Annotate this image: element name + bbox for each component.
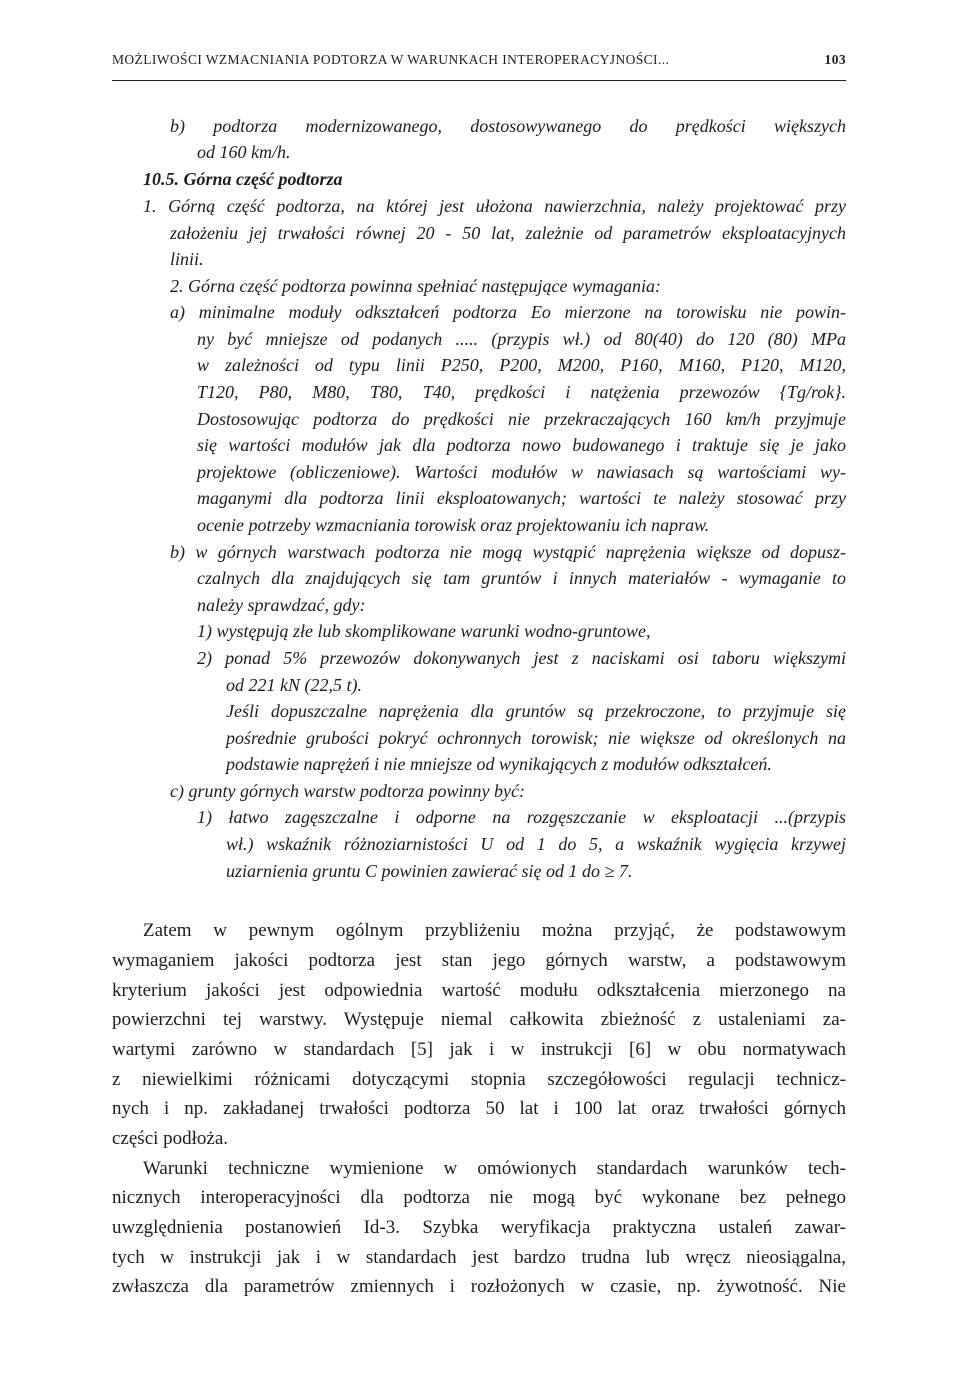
body-line: nicznych interoperacyjności dla podtorza nie mogą być wykonane bez pełnego <box>112 1187 846 1208</box>
text-line: uziarnienia gruntu C powinien zawierać się od 1 do ≥ 7. <box>226 861 633 881</box>
text-line: Dostosowując podtorza do prędkości nie przekraczających 160 km/h przyjmuje <box>197 409 846 429</box>
text-line: 2. Górna część podtorza powinna spełniać następujące wymagania: <box>170 276 661 296</box>
text-line: 1) występują złe lub skomplikowane warunki wodno-gruntowe, <box>197 621 651 641</box>
body-line: Warunki techniczne wymienione w omówionych standardach warunków tech- <box>143 1158 846 1179</box>
text-line: maganymi dla podtorza linii eksploatowanych; wartości te należy stosować przy <box>197 488 846 508</box>
text-line: od 160 km/h. <box>197 142 291 162</box>
text-line: Jeśli dopuszczalne naprężenia dla gruntów są przekroczone, to przyjmuje się <box>226 701 846 721</box>
text-line: ocenie potrzeby wzmacniania torowisk oraz projektowaniu ich napraw. <box>197 515 710 535</box>
text-line: 2) ponad 5% przewozów dokonywanych jest z naciskami osi taboru większymi <box>197 648 846 668</box>
text-line: T120, P80, M80, T80, T40, prędkości i natężenia przewozów {Tg/rok}. <box>197 382 846 402</box>
body-line: Zatem w pewnym ogólnym przybliżeniu można przyjąć, że podstawowym <box>143 920 846 941</box>
text-line: ny być mniejsze od podanych ..... (przypis wł.) od 80(40) do 120 (80) MPa <box>197 329 846 349</box>
text-line: założeniu jej trwałości równej 20 - 50 lat, zależnie od parametrów eksploatacyjnych <box>170 223 846 243</box>
body-line: powierzchni tej warstwy. Występuje niemal całkowita zbieżność z ustaleniami za- <box>112 1009 846 1030</box>
text-line: w zależności od typu linii P250, P200, M200, P160, M160, P120, M120, <box>197 355 846 375</box>
running-header-title: MOŻLIWOŚCI WZMACNIANIA PODTORZA W WARUNKACH INTEROPERACYJNOŚCI... <box>112 52 670 67</box>
header-rule <box>112 80 846 81</box>
body-line: części podłoża. <box>112 1128 229 1149</box>
text-line: wł.) wskaźnik różnoziarnistości U od 1 do 5, a wskaźnik wygięcia krzywej <box>226 834 846 854</box>
section-heading: 10.5. Górna część podtorza <box>143 169 343 189</box>
text-line: 1. Górną część podtorza, na której jest ułożona nawierzchnia, należy projektować przy <box>143 196 846 216</box>
body-line: uwzględnienia postanowień Id-3. Szybka weryfikacja praktyczna ustaleń zawar- <box>112 1217 846 1238</box>
text-line: 1) łatwo zagęszczalne i odporne na rozgęszczanie w eksploatacji ...(przypis <box>197 807 846 827</box>
text-line: się wartości modułów jak dla podtorza nowo budowanego i traktuje się je jako <box>197 435 846 455</box>
body-line: nych i np. zakładanej trwałości podtorza 50 lat i 100 lat oraz trwałości górnych <box>112 1098 846 1119</box>
text-line: b) w górnych warstwach podtorza nie mogą wystąpić naprężenia większe od dopusz- <box>170 542 846 562</box>
body-line: kryterium jakości jest odpowiednia wartość modułu odkształcenia mierzonego na <box>112 980 846 1001</box>
text-line: od 221 kN (22,5 t). <box>226 675 362 695</box>
running-header <box>112 50 846 72</box>
body-line: wymaganiem jakości podtorza jest stan jego górnych warstw, a podstawowym <box>112 950 846 971</box>
body-line: z niewielkimi różnicami dotyczącymi stopnia szczegółowości regulacji technicz- <box>112 1069 846 1090</box>
text-line: linii. <box>170 249 204 269</box>
text-line: a) minimalne moduły odkształceń podtorza Eo mierzone na torowisku nie powin- <box>170 302 846 322</box>
text-line: czalnych dla znajdujących się tam gruntów i innych materiałów - wymaganie to <box>197 568 846 588</box>
body-line: wartymi zarówno w standardach [5] jak i w instrukcji [6] w obu normatywach <box>112 1039 846 1060</box>
text-line: należy sprawdzać, gdy: <box>197 595 366 615</box>
text-line: projektowe (obliczeniowe). Wartości modułów w nawiasach są wartościami wy- <box>197 462 846 482</box>
text-line: c) grunty górnych warstw podtorza powinny być: <box>170 781 525 801</box>
page-number: 103 <box>824 52 846 67</box>
body-line: zwłaszcza dla parametrów zmiennych i rozłożonych w czasie, np. żywotność. Nie <box>112 1276 846 1297</box>
text-line: podstawie naprężeń i nie mniejsze od wynikających z modułów odkształceń. <box>226 754 772 774</box>
body-line: tych w instrukcji jak i w standardach jest bardzo trudna lub wręcz nieosiągalna, <box>112 1247 846 1268</box>
text-line: b) podtorza modernizowanego, dostosowywanego do prędkości większych <box>170 116 846 136</box>
text-line: pośrednie grubości pokryć ochronnych torowisk; nie większe od określonych na <box>226 728 846 748</box>
